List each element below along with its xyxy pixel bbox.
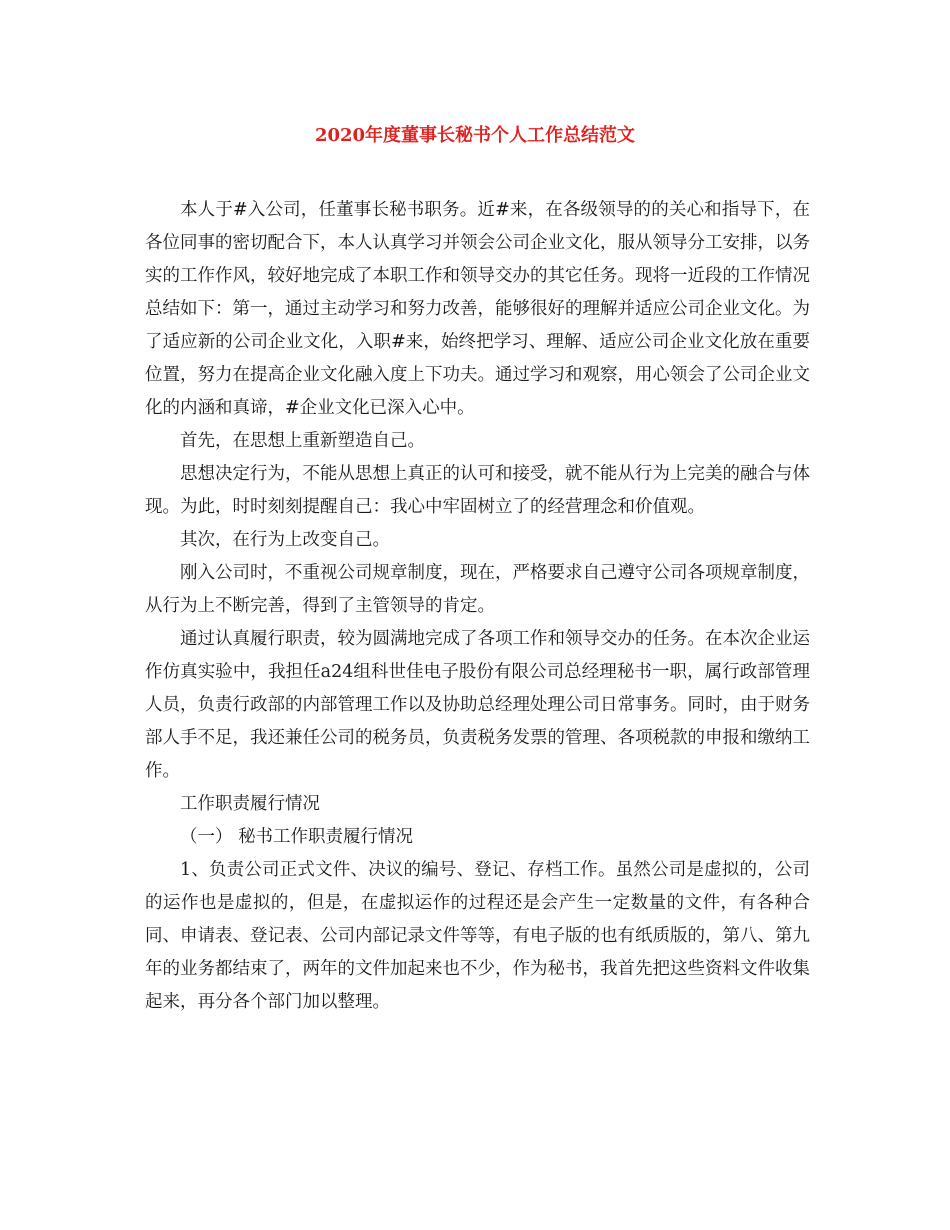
paragraph: 刚入公司时，不重视公司规章制度，现在，严格要求自己遵守公司各项规章制度，从行为上不断完善，得到了主管领导的肯定。 <box>145 563 810 616</box>
subsection-heading: （一） 秘书工作职责履行情况 <box>180 827 414 847</box>
paragraph: 1、负责公司正式文件、决议的编号、登记、存档工作。虽然公司是虚拟的，公司的运作也是虚拟的，但是，在虚拟运作的过程还是会产生一定数量的文件，有各种合同、申请表、登记表、公司内部记录文件等等，有电子版的也有纸质版的，第八、第九年的业务都结束了，两年的文件加起来也不少，作为秘书，我首先把这些资料文件收集起来，再分各个部门加以整理。 <box>145 860 810 1012</box>
document-body <box>145 194 810 1019</box>
paragraph: 本人于#入公司，任董事长秘书职务。近#来，在各级领导的的关心和指导下，在各位同事的密切配合下，本人认真学习并领会公司企业文化，服从领导分工安排，以务实的工作作风，较好地完成了本职工作和领导交办的其它任务。现将一近段的工作情况总结如下：第一，通过主动学习和努力改善，能够很好的理解并适应公司企业文化。为了适应新的公司企业文化，入职#来，始终把学习、理解、适应公司企业文化放在重要位置，努力在提高企业文化融入度上下功夫。通过学习和观察，用心领会了公司企业文化的内涵和真谛，#企业文化已深入心中。 <box>145 200 810 418</box>
document-title: 2020年度董事长秘书个人工作总结范文 <box>314 125 636 146</box>
section-heading: 工作职责履行情况 <box>180 794 320 814</box>
paragraph: 通过认真履行职责，较为圆满地完成了各项工作和领导交办的任务。在本次企业运作仿真实验中，我担任a24组科世佳电子股份有限公司总经理秘书一职，属行政部管理人员，负责行政部的内部管理工作以及协助总经理处理公司日常事务。同时，由于财务部人手不足，我还兼任公司的税务员，负责税务发票的管理、各项税款的申报和缴纳工作。 <box>145 629 810 781</box>
paragraph: 首先，在思想上重新塑造自己。 <box>180 431 425 451</box>
paragraph: 其次，在行为上改变自己。 <box>180 530 390 550</box>
paragraph: 思想决定行为，不能从思想上真正的认可和接受，就不能从行为上完美的融合与体现。为此，时时刻刻提醒自己：我心中牢固树立了的经营理念和价值观。 <box>145 464 810 517</box>
